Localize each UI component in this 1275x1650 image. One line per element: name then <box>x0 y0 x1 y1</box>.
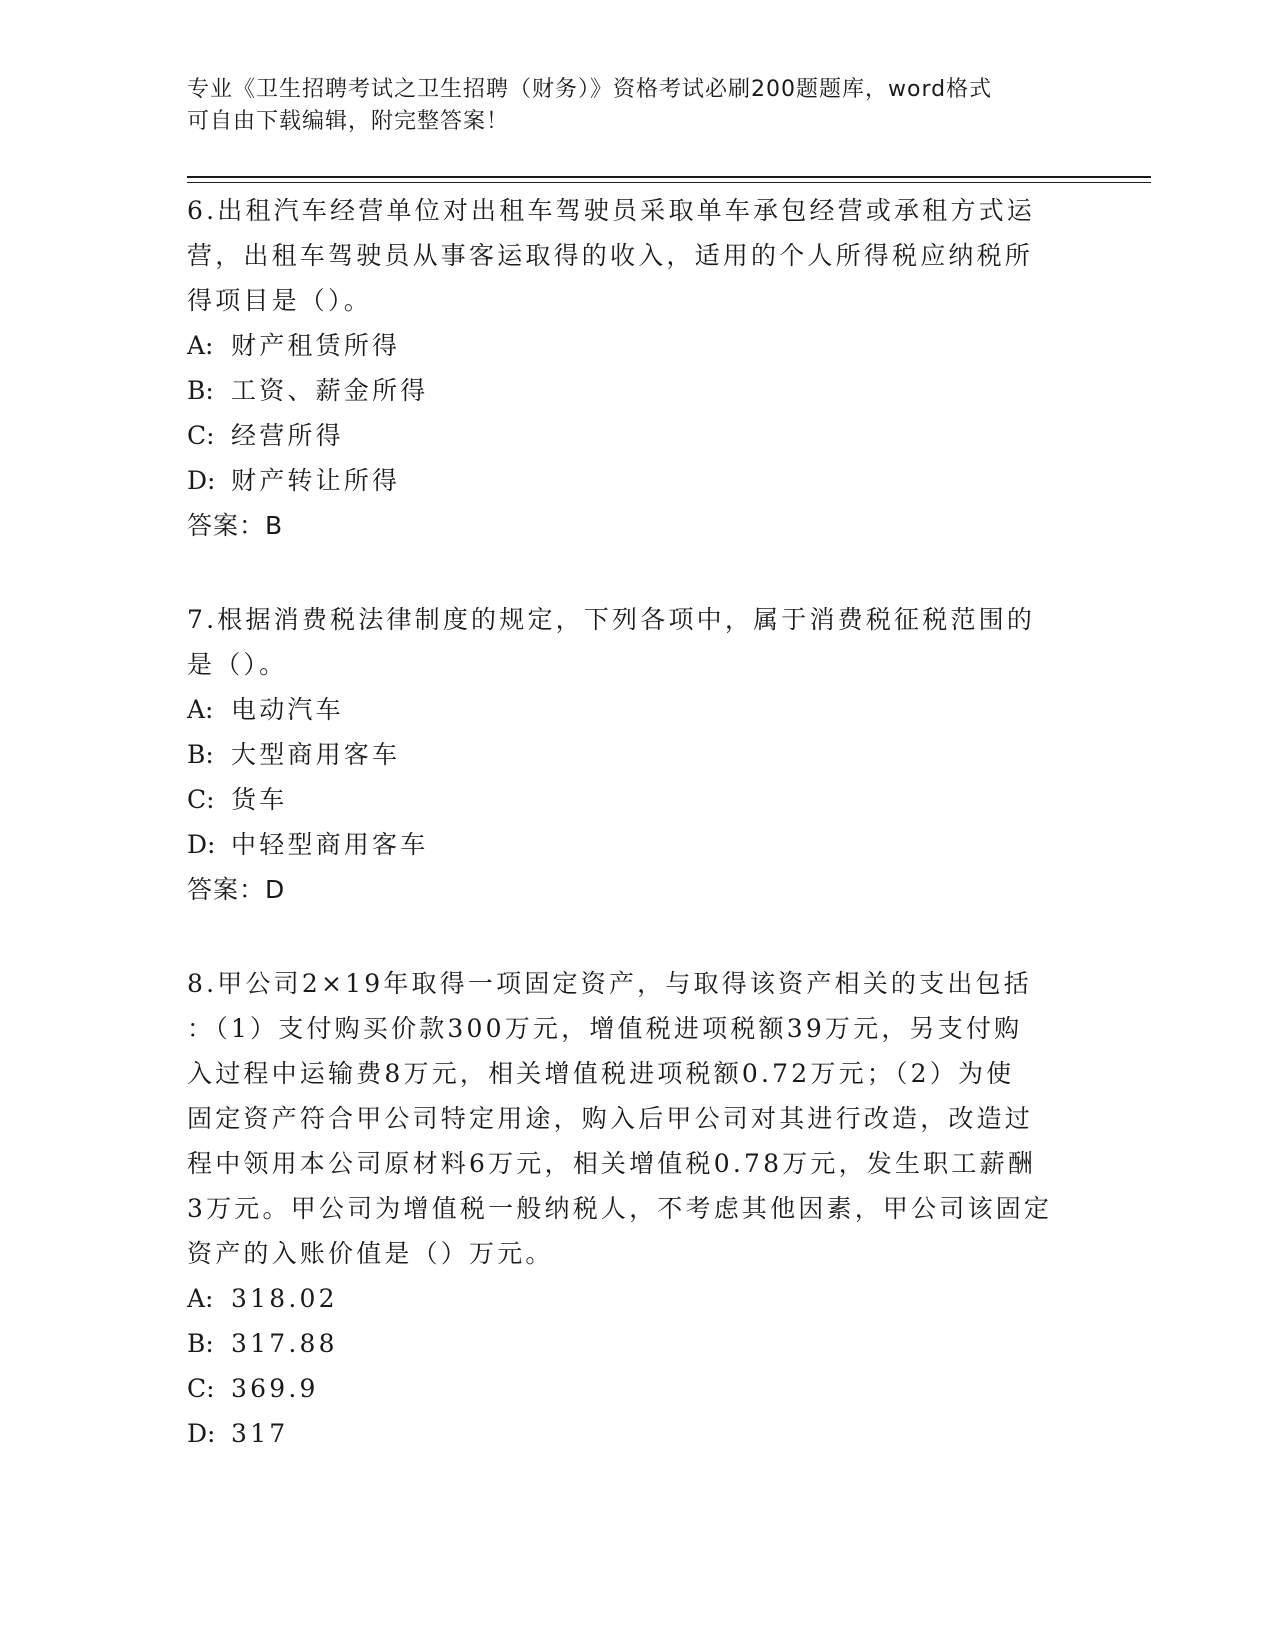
question-spacer <box>187 913 1087 961</box>
question-stem-line: ：（1）支付购买价款300万元，增值税进项税额39万元，另支付购 <box>187 1014 1023 1043</box>
header-rule-thin <box>187 182 1151 183</box>
option-a <box>187 687 1087 732</box>
option-d <box>187 1411 1087 1456</box>
option-b <box>187 732 1087 777</box>
option-letter: D: <box>187 1419 216 1448</box>
question-spacer <box>187 549 1087 597</box>
option-d <box>187 822 1087 867</box>
option-text: 369.9 <box>231 1374 319 1403</box>
option-letter: D: <box>187 466 216 495</box>
question-list <box>187 188 1087 1456</box>
option-text: 317 <box>231 1419 289 1448</box>
answer-line: 答案：D <box>187 875 286 904</box>
question-stem-line: 程中领用本公司原材料6万元，相关增值税0.78万元，发生职工薪酬 <box>187 1149 1036 1178</box>
option-letter: A: <box>187 1284 214 1313</box>
option-letter: D: <box>187 830 216 859</box>
option-text: 货车 <box>231 785 288 814</box>
option-text: 318.02 <box>231 1284 338 1313</box>
option-letter: A: <box>187 331 214 360</box>
option-letter: B: <box>187 1329 214 1358</box>
option-text: 中轻型商用客车 <box>231 830 429 859</box>
question-stem-line: 是（）。 <box>187 650 288 679</box>
option-a <box>187 1276 1087 1321</box>
answer-line: 答案：B <box>187 511 284 540</box>
option-a <box>187 323 1087 368</box>
option-b <box>187 368 1087 413</box>
option-c <box>187 1366 1087 1411</box>
question-stem-line: 3万元。甲公司为增值税一般纳税人，不考虑其他因素，甲公司该固定 <box>187 1194 1053 1223</box>
header-line-1: 专业《卫生招聘考试之卫生招聘（财务）》资格考试必刷200题题库，word格式 <box>187 77 993 102</box>
option-letter: B: <box>187 740 214 769</box>
option-letter: C: <box>187 785 215 814</box>
question-7 <box>187 597 1087 913</box>
question-8 <box>187 961 1087 1456</box>
option-text: 财产转让所得 <box>231 466 401 495</box>
option-c <box>187 413 1087 458</box>
option-text: 317.88 <box>231 1329 338 1358</box>
option-letter: C: <box>187 1374 215 1403</box>
question-stem-line: 6.出租汽车经营单位对出租车驾驶员采取单车承包经营或承租方式运 <box>187 196 1036 225</box>
option-text: 电动汽车 <box>231 695 344 724</box>
option-text: 工资、薪金所得 <box>231 376 429 405</box>
header-rule-thick <box>187 176 1151 178</box>
option-letter: C: <box>187 421 215 450</box>
question-stem-line: 固定资产符合甲公司特定用途，购入后甲公司对其进行改造，改造过 <box>187 1104 1034 1133</box>
question-stem-line: 7.根据消费税法律制度的规定，下列各项中，属于消费税征税范围的 <box>187 605 1036 634</box>
option-c <box>187 777 1087 822</box>
question-stem-line: 入过程中运输费8万元，相关增值税进项税额0.72万元；（2）为使 <box>187 1059 1015 1088</box>
question-stem-line: 8.甲公司2×19年取得一项固定资产，与取得该资产相关的支出包括 <box>187 969 1032 998</box>
option-letter: A: <box>187 695 214 724</box>
option-text: 经营所得 <box>231 421 344 450</box>
option-text: 财产租赁所得 <box>231 331 401 360</box>
option-text: 大型商用客车 <box>231 740 401 769</box>
header-line-2: 可自由下载编辑，附完整答案！ <box>187 109 510 134</box>
option-letter: B: <box>187 376 214 405</box>
question-stem-line: 资产的入账价值是（）万元。 <box>187 1239 554 1268</box>
document-header <box>187 74 1087 138</box>
option-b <box>187 1321 1087 1366</box>
question-6 <box>187 188 1087 549</box>
question-stem-line: 得项目是（）。 <box>187 286 372 315</box>
option-d <box>187 458 1087 503</box>
question-stem-line: 营，出租车驾驶员从事客运取得的收入，适用的个人所得税应纳税所 <box>187 241 1034 270</box>
